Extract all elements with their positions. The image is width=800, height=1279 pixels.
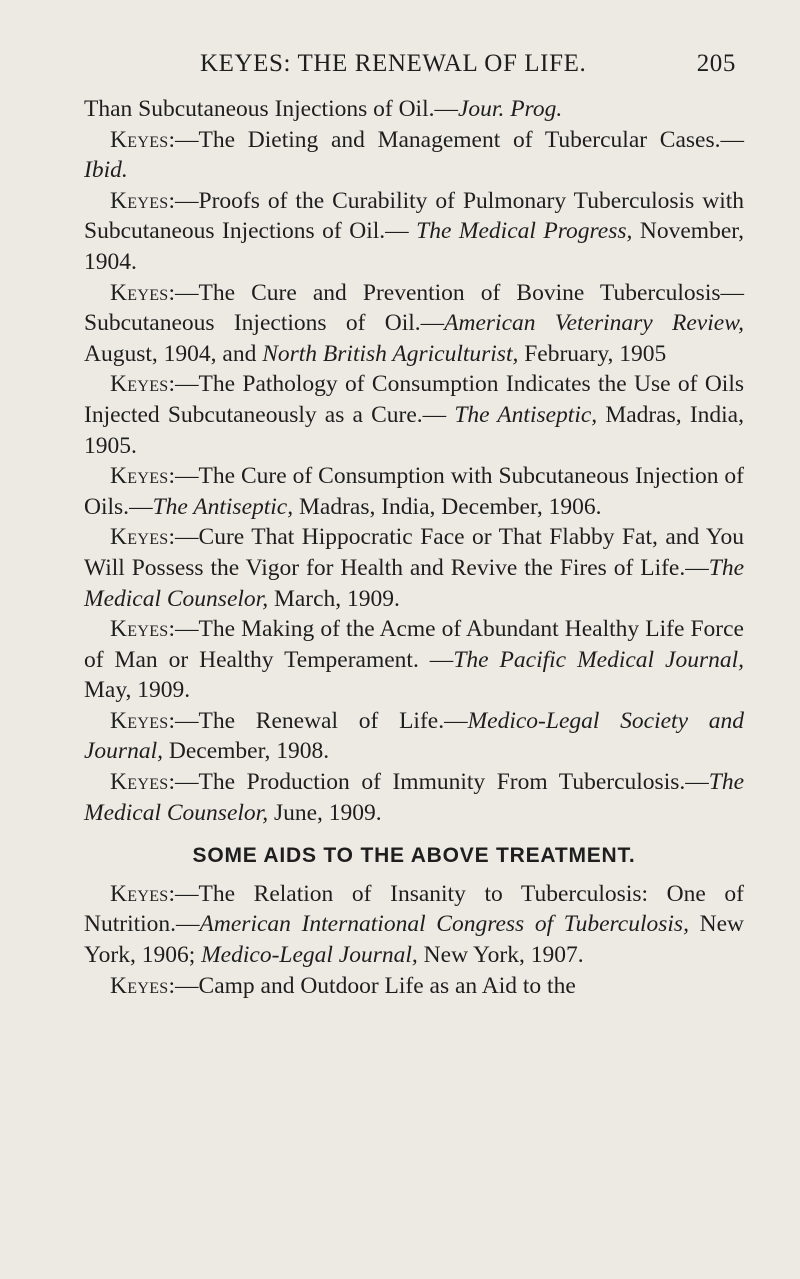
entry-author: Keyes [110,524,169,551]
bibliography-entry-continued: Than Subcutaneous Injections of Oil.—Jour. Prog. [84,96,563,122]
entry-source: The Medical Progress, [416,218,633,245]
bibliography-entry: Keyes:—The Dieting and Management of Tubercular Cases.—Ibid. [84,126,744,184]
entry-author: Keyes [110,880,169,907]
entry-source-secondary: North British Agriculturist, [262,340,519,367]
entry-source: The Medical Counselor, [84,554,744,612]
running-title: KEYES: THE RENEWAL OF LIFE. [200,50,587,77]
entry-author: Keyes [110,187,169,214]
bibliography-entry: Keyes:—The Production of Immunity From Tuberculosis.—The Medical Counselor, June, 1909. [84,769,744,826]
entry-details: December, 1908. [162,738,330,765]
entry-title: The Relation of Insanity to Tuberculosis: One of Nutrition. [84,880,744,938]
entry-author: Keyes [110,616,169,643]
entry-author: Keyes [110,463,169,490]
entry-title: Than Subcutaneous Injections of Oil. [84,96,435,122]
bibliography-entry: Keyes:—The Cure and Prevention of Bovine Tuberculosis—Subcutaneous Injections of Oil.—American Veterinary Review, August, 1904, and North British Agriculturist, February, 1905 [84,279,745,367]
entry-title: Camp and Outdoor Life as an Aid to the [198,972,576,999]
entry-details: May, 1909. [84,677,191,704]
entry-author: Keyes [110,371,169,398]
entry-source-secondary: Medico-Legal Journal, [201,942,418,969]
entry-source: The Pacific Medical Journal, [453,646,745,673]
entry-author: Keyes [110,707,169,734]
entry-title: The Cure and Prevention of Bovine Tuberculosis—Subcutaneous Injections of Oil. [84,279,744,337]
entry-title: The Renewal of Life. [198,707,445,734]
entry-title: The Dieting and Management of Tubercular Cases. [198,126,721,153]
bibliography-entry: Keyes:—The Renewal of Life.—Medico-Legal Society and Journal, December, 1908. [84,707,745,765]
section-heading: SOME AIDS TO THE ABOVE TREATMENT. [192,844,636,868]
bibliography-entry: Keyes:—The Cure of Consumption with Subcutaneous Injection of Oils.—The Antiseptic, Madras, India, December, 1906. [84,463,744,520]
entry-title: The Production of Immunity From Tuberculosis. [198,769,686,796]
entry-source: The Medical Counselor, [84,769,744,826]
entry-details: Madras, India, December, 1906. [293,493,602,520]
bibliography-entry: Keyes:—The Pathology of Consumption Indicates the Use of Oils Injected Subcutaneously as a Cure.— The Antiseptic, Madras, India, 1905. [84,371,744,459]
entry-author: Keyes [110,972,169,999]
running-header [84,46,736,84]
entry-title: Proofs of the Curability of Pulmonary Tuberculosis with Subcutaneous Injections of Oil. [84,187,744,245]
entry-source: The Antiseptic, [454,401,598,428]
entry-details-secondary: February, 1905 [518,340,667,367]
bibliography-entry: Keyes:—Cure That Hippocratic Face or That Flabby Fat, and You Will Possess the Vigor for Health and Revive the Fires of Life.—The Medical Counselor, March, 1909. [84,524,744,612]
entry-details-secondary: New York, 1907. [417,942,584,969]
entry-source: Ibid. [84,157,128,184]
bibliography-text [84,94,744,1001]
entry-details: June, 1909. [268,799,382,826]
bibliography-entry: Keyes:—The Making of the Acme of Abundant Healthy Life Force of Man or Healthy Temperament. —The Pacific Medical Journal, May, 1909. [84,616,745,704]
page-number: 205 [696,50,736,77]
entry-source: The Antiseptic, [152,493,294,520]
entry-title: The Pathology of Consumption Indicates the Use of Oils Injected Subcutaneously as a Cure. [84,371,744,428]
bibliography-entry: Keyes:—Proofs of the Curability of Pulmonary Tuberculosis with Subcutaneous Injections of Oil.— The Medical Progress, November, 1904. [84,187,745,275]
entry-source: Jour. Prog. [457,96,563,122]
entry-details: August, 1904, and [84,340,263,367]
entry-source: Medico-Legal Society and Journal, [84,707,745,765]
bibliography-entry: Keyes:—The Relation of Insanity to Tuberculosis: One of Nutrition.—American International Congress of Tuberculosis, New York, 1906; Medico-Legal Journal, New York, 1907. [84,880,744,969]
entry-details: Madras, India, 1905. [84,401,744,459]
entry-source: American Veterinary Review, [444,310,745,337]
entry-title: Cure That Hippocratic Face or That Flabby Fat, and You Will Possess the Vigor for Health and Revive the Fires of Life. [84,524,744,581]
entry-author: Keyes [110,126,169,153]
entry-details: New York, 1906; [84,911,744,969]
entry-author: Keyes [110,279,169,306]
entry-details: November, 1904. [84,218,745,275]
bibliography-entry: Keyes:—Camp and Outdoor Life as an Aid to the [110,972,576,999]
entry-author: Keyes [110,769,169,796]
entry-details: March, 1909. [268,585,400,612]
entry-title: The Making of the Acme of Abundant Healthy Life Force of Man or Healthy Temperament. [84,616,744,673]
entry-source: American International Congress of Tuberculosis, [199,911,689,938]
entry-title: The Cure of Consumption with Subcutaneous Injection of Oils. [84,463,744,520]
